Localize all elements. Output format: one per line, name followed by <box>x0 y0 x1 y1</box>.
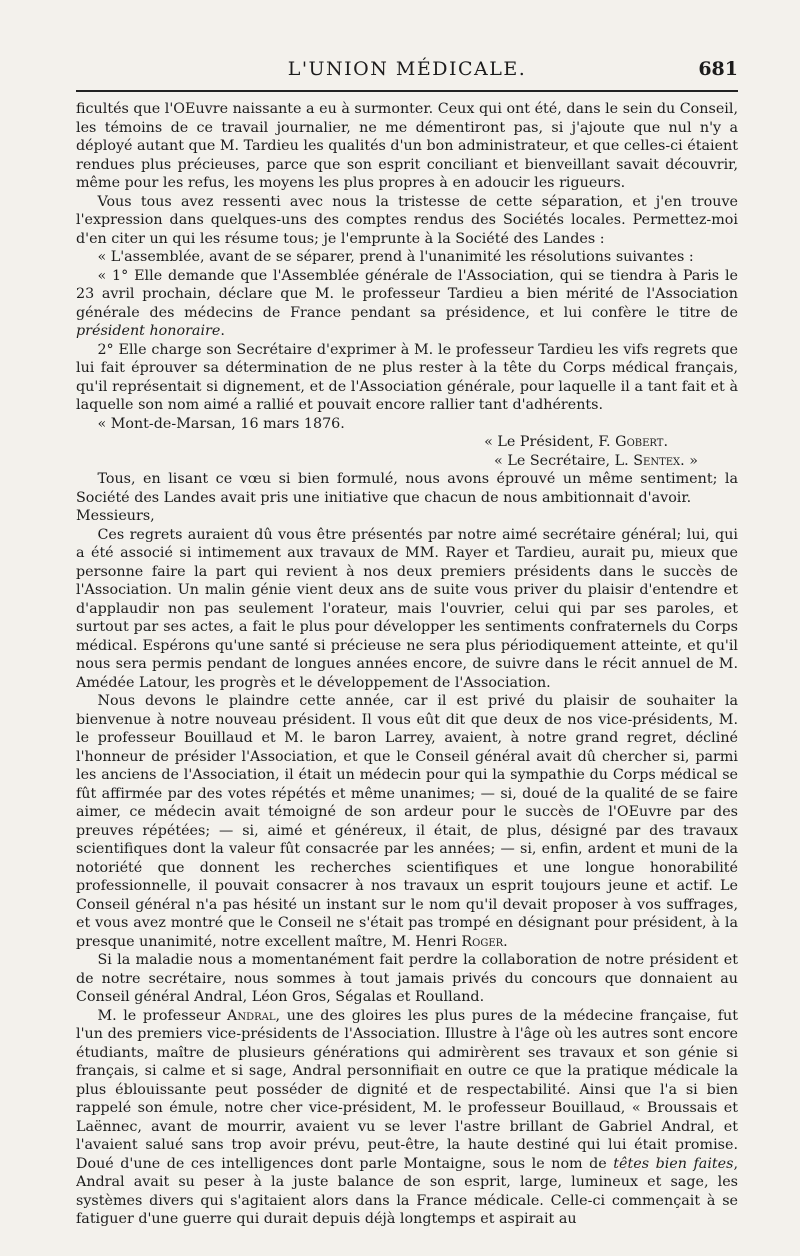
paragraph-sadness: Vous tous avez ressenti avec nous la tristesse de cette séparation, et j'en trouve l'expression dans quelques-uns des comptes rendus des Sociétés locales. Permettez-moi d'en citer un qui les résume tous; je l'emprunte à la Société des Landes : <box>76 193 738 247</box>
resolution-1-text: « 1° Elle demande que l'Assemblée générale de l'Association, qui se tiendra à Paris le 23 avril prochain, déclare que M. le professeur Tardieu a bien mérité de l'Association générale des médecins de France pendant sa présidence, et lui confère le titre de <box>76 267 738 321</box>
paragraph-continuation: ficultés que l'OEuvre naissante a eu à surmonter. Ceux qui ont été, dans le sein du Conseil, les témoins de ce travail journalier, ne me démentiront pas, si j'ajoute que nul n'y a déployé autant que M. Tardieu les qualités d'un bon administrateur, et que celles-ci étaient rendues plus précieuses, parce que son esprit conciliant et bienveillant savait découvrir, même pour les refus, les moyens les plus propres à en adoucir les rigueurs. <box>76 101 738 191</box>
paragraph-regrets: Ces regrets auraient dû vous être présentés par notre aimé secrétaire général; lui, qui a été associé si intimement aux travaux de MM. Rayer et Tardieu, aurait pu, mieux que personne faire la part qui revient à nos deux premiers présidents dans le succès de l'Association. Un malin génie vient deux ans de suite vous priver du plaisir d'entendre et d'applaudir non pas seulement l'orateur, mais l'ouvrier, celui qui par ses paroles, et surtout par ses actes, a fait le plus pour développer les sentiments confraternels du Corps médical. Espérons qu'une santé si précieuse ne sera plus périodiquement atteinte, et qu'il nous sera permis pendant de longues années encore, de suivre dans le récit annuel de M. Amédée Latour, les progrès et le développement de l'Association. <box>76 526 738 691</box>
signature-secretary-name: Sentex <box>633 452 681 469</box>
resolution-date: « Mont-de-Marsan, 16 mars 1876. <box>97 415 345 432</box>
signature-president-name: Gobert <box>615 434 664 450</box>
article-body <box>76 100 738 1236</box>
signature-secretary-end: . » <box>680 452 698 469</box>
page-header <box>76 58 738 88</box>
paragraph-new-president <box>76 692 738 951</box>
resolution-1 <box>76 267 738 341</box>
signature-president-label: « Le Président, F. <box>484 434 616 450</box>
president-name: Roger <box>461 933 504 950</box>
signature-president-end: . <box>663 434 668 450</box>
signature-secretary-label: « Le Secrétaire, L. <box>494 452 634 469</box>
paragraph-vow: Tous, en lisant ce vœu si bien formulé, nous avons éprouvé un même sentiment; la Société des Landes avait pris une initiative que chacun de nous ambitionnait d'avoir. <box>76 471 738 506</box>
paragraph-new-president-text: Nous devons le plaindre cette année, car il est privé du plaisir de souhaiter la bienvenue à notre nouveau président. Il vous eût dit que deux de nos vice-présidents, M. le professeur Bouillaud et M. le baron Larrey, avaient, à notre grand regret, décliné l'honneur de présider l'Association, et que le Conseil général avait dû chercher si, parmi les anciens de l'Association, il était un médecin pour qui la sympathie du Corps médical se fût affirmée par des votes répétés et même unanimes; — si, doué de la qualité de se faire aimer, ce médecin avait témoigné de son ardeur pour le succès de l'OEuvre par des preuves répétées; — si, aimé et généreux, il était, de plus, désigné par des travaux scientifiques dont la valeur fût consacrée par les années; — si, enfin, ardent et muni de la notoriété que donnent les recherches scientifiques et une longue honorabilité professionnelle, il pouvait consacrer à nos travaux un esprit toujours jeune et actif. Le Conseil général n'a pas hésité un instant sur le nom qu'il devait proposer à vos suffrages, et vous avez montré que le Conseil ne s'était pas trompé en désignant pour président, à la presque unanimité, notre excellent maître, M. Henri <box>76 693 738 950</box>
italic-phrase: têtes bien faites <box>613 1155 734 1172</box>
page-number: 681 <box>698 58 738 80</box>
salutation: Messieurs, <box>76 508 155 524</box>
andral-name: Andral <box>227 1007 276 1024</box>
signature-secretary <box>76 452 738 471</box>
paragraph-andral-end: , Andral avait su peser à la juste balance de son esprit, large, lumineux et sage, les systèmes divers qui s'agitaient alors dans la France médicale. Celle-ci commençait à se fatiguer d'une guerre qui durait depuis déjà longtemps et aspirait au <box>76 1155 738 1227</box>
paragraph-new-president-end: . <box>503 933 508 950</box>
paragraph-andral-text: , une des gloires les plus pures de la médecine française, fut l'un des premiers vice-présidents de l'Association. Illustre à l'âge où les autres sont encore étudiants, maître de plusieurs générations qui admirèrent ses travaux et son génie si français, si calme et si sage, Andral personnifiait en outre ce que la pratique médicale la plus éblouissante peut posséder de dignité et de respectabilité. Ainsi que l'a si bien rappelé son émule, notre cher vice-président, M. le professeur Bouillaud, « Broussais et Laënnec, avant de mourrir, avaient vu se lever l'astre brillant de Gabriel Andral, et l'avaient salué sans trop avoir prévu, peut-être, la haute destiné qui lui était promise. Doué d'une de ces intelligences dont parle Montaigne, sous le nom de <box>76 1007 738 1172</box>
honorary-title: président honoraire <box>76 323 221 339</box>
signature-president <box>76 433 738 452</box>
header-rule <box>76 90 738 92</box>
paragraph-andral <box>76 1007 738 1229</box>
paragraph-losses: Si la maladie nous a momentanément fait perdre la collaboration de notre président et de notre secrétaire, nous sommes à tout jamais privés du concours que donnaient au Conseil général Andral, Léon Gros, Ségalas et Roulland. <box>76 952 738 1005</box>
running-title: L'UNION MÉDICALE. <box>287 58 527 80</box>
paragraph-andral-start: M. le professeur <box>97 1007 228 1024</box>
resolution-2: 2° Elle charge son Secrétaire d'exprimer à M. le professeur Tardieu les vifs regrets que lui fait éprouver sa détermination de ne plus rester à la tête du Corps médical français, qu'il représentait si dignement, et de l'Association générale, pour laquelle il a tant fait et à laquelle son nom aimé a rallié et pouvait encore rallier tant d'adhérents. <box>76 341 738 413</box>
resolution-intro: « L'assemblée, avant de se séparer, prend à l'unanimité les résolutions suivantes : <box>97 249 694 265</box>
resolution-1-end: . <box>220 323 225 339</box>
